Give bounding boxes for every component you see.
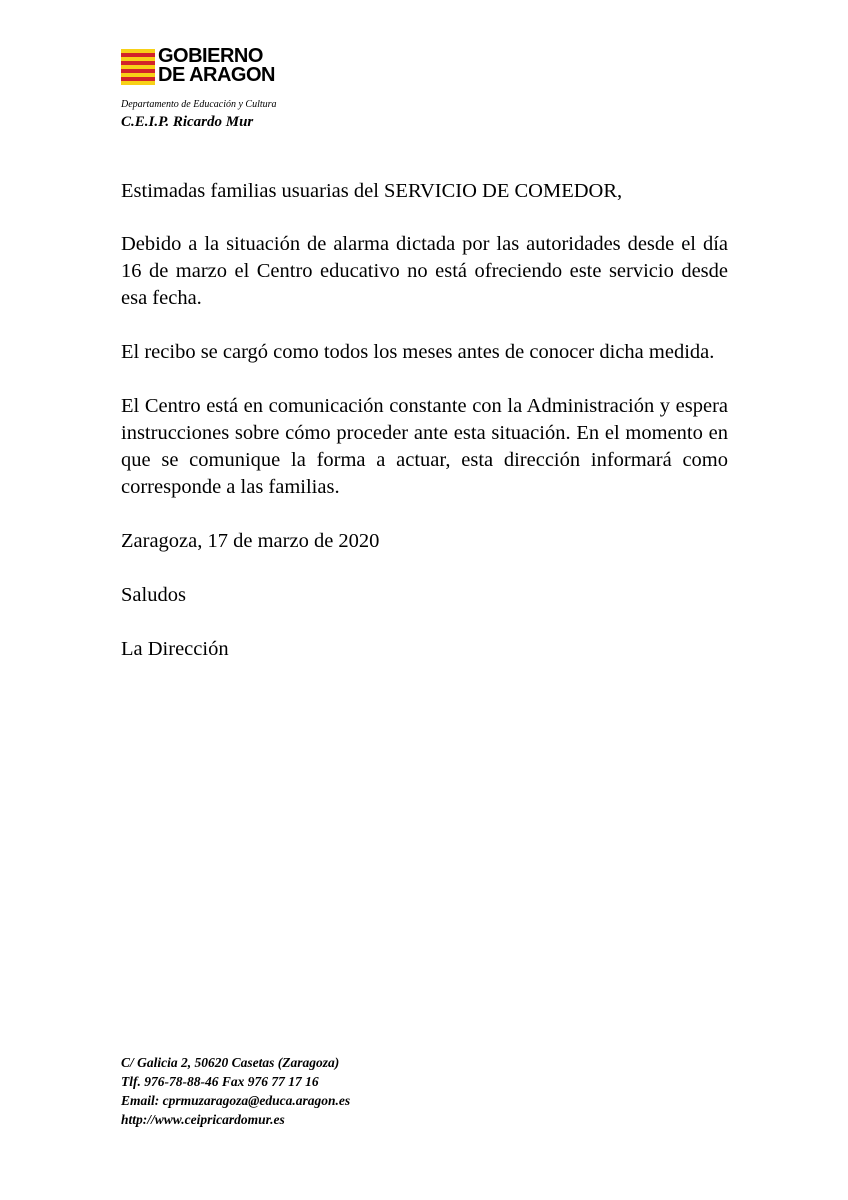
paragraph-situation: Debido a la situación de alarma dictada por las autoridades desde el día 16 de marzo el Centro educativo no está ofreciendo este servicio desde esa fecha. (121, 233, 728, 309)
contact-footer (121, 1053, 350, 1129)
logo-text (158, 47, 275, 85)
letter-body (121, 178, 728, 663)
logo-line1: GOBIERNO (158, 45, 263, 67)
address-line: C/ Galicia 2, 50620 Casetas (Zaragoza) (121, 1055, 340, 1070)
signature: La Dirección (121, 638, 229, 660)
gobierno-aragon-logo (121, 47, 291, 87)
school-name: C.E.I.P. Ricardo Mur (121, 114, 254, 130)
email-line: Email: cprmuzaragoza@educa.aragon.es (121, 1093, 351, 1108)
aragon-flag-icon (121, 49, 155, 85)
logo-line2: DE ARAGON (158, 64, 275, 86)
phone-line: Tlf. 976-78-88-46 Fax 976 77 17 16 (121, 1074, 319, 1089)
greeting: Estimadas familias usuarias del SERVICIO DE COMEDOR, (121, 180, 623, 202)
website-line: http://www.ceipricardomur.es (121, 1112, 285, 1127)
closing: Saludos (121, 584, 186, 606)
paragraph-administration: El Centro está en comunicación constante con la Administración y espera instrucciones sobre cómo proceder ante esta situación. En el momento en que se comunique la forma a actuar, esta dirección informará como corresponde a las familias. (121, 395, 728, 498)
date-line: Zaragoza, 17 de marzo de 2020 (121, 530, 380, 552)
paragraph-receipt: El recibo se cargó como todos los meses antes de conocer dicha medida. (121, 341, 715, 363)
department-name: Departamento de Educación y Cultura (121, 99, 277, 110)
